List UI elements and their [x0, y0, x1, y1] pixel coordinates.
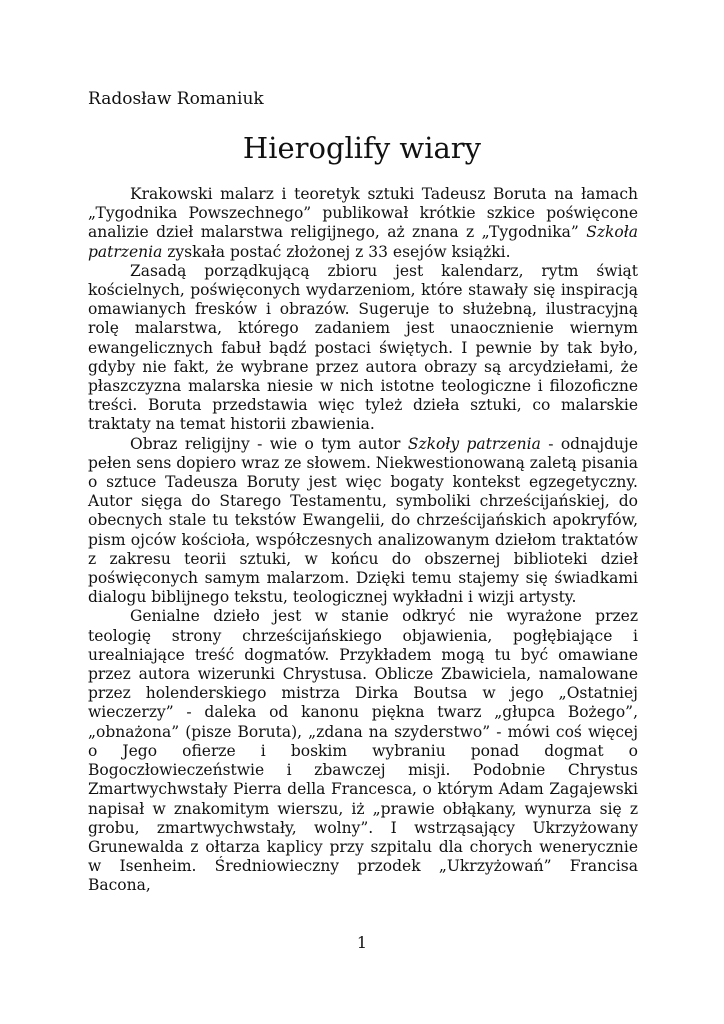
book-title: Szkoła patrzenia	[88, 223, 638, 261]
page-number: 1	[356, 933, 368, 952]
article-body	[88, 185, 638, 896]
paragraph-text: Obraz religijny - wie o tym autor	[130, 434, 408, 453]
paragraph-text: Krakowski malarz i teoretyk sztuki Tadeusz Boruta na łamach „Tygodnika Powszechnego” publikował krótkie szkice poświęcone analizie dzieł malarstwa religijnego, aż znana z „Tygodnika”	[88, 185, 638, 242]
paragraph-text: zyskała postać złożonej z 33 esejów książki.	[162, 242, 511, 261]
paragraph	[88, 435, 638, 608]
paragraph	[88, 185, 638, 262]
article-title: Hieroglify wiary	[242, 131, 482, 165]
paragraph: Zasadą porządkującą zbioru jest kalendarz, rytm świąt kościelnych, poświęconych wydarzeniom, które stawały się inspiracją omawianych fresków i obrazów. Sugeruje to służebną, ilustracyjną rolę malarstwa, którego zadaniem jest unaocznienie wiernym ewangelicznych fabuł bądź postaci świętych. I pewnie by tak było, gdyby nie fakt, że wybrane przez autora obrazy są arcydziełami, że płaszczyzna malarska niesie w nich istotne teologiczne i filozoficzne treści. Boruta przedstawia więc tyleż dzieła sztuki, co malarskie traktaty na temat historii zbawienia.	[88, 261, 638, 434]
paragraph-text: - odnajduje pełen sens dopiero wraz ze słowem. Niekwestionowaną zaletą pisania o sztuce Tadeusza Boruty jest więc bogaty kontekst egzegetyczny. Autor sięga do Starego Testamentu, symboliki chrześcijańskiej, do obecnych stale tu tekstów Ewangelii, do chrześcijańskich apokryfów, pism ojców kościoła, współczesnych analizowanym dziełom traktatów z zakresu teorii sztuki, w końcu do obszernej biblioteki dzieł poświęconych samym malarzom. Dzięki temu stajemy się świadkami dialogu biblijnego tekstu, teologicznej wykładni i wizji artysty.	[88, 434, 638, 607]
paragraph: Genialne dzieło jest w stanie odkryć nie wyrażone przez teologię strony chrześcijańskiego objawienia, pogłębiające i urealniające treść dogmatów. Przykładem mogą tu być omawiane przez autora wizerunki Chrystusa. Oblicze Zbawiciela, namalowane przez holenderskiego mistrza Dirka Boutsa w jego „Ostatniej wieczerzy” - daleka od kanonu piękna twarz „głupca Bożego”, „obnażona” (pisze Boruta), „zdana na szyderstwo” - mówi coś więcej o Jego ofierze i boskim wybraniu ponad dogmat o Bogoczłowieczeństwie i zbawczej misji. Podobnie Chrystus Zmartwychwstały Pierra della Francesca, o którym Adam Zagajewski napisał w znakomitym wierszu, iż „prawie obłąkany, wynurza się z grobu, zmartwychwstały, wolny”. I wstrząsający Ukrzyżowany Grunewalda z ołtarza kaplicy przy szpitalu dla chorych wenerycznie w Isenheim. Średniowieczny przodek „Ukrzyżowań” Francisa Bacona,	[88, 607, 638, 895]
book-title: Szkoły patrzenia	[407, 434, 541, 453]
author-name: Radosław Romaniuk	[88, 89, 264, 109]
